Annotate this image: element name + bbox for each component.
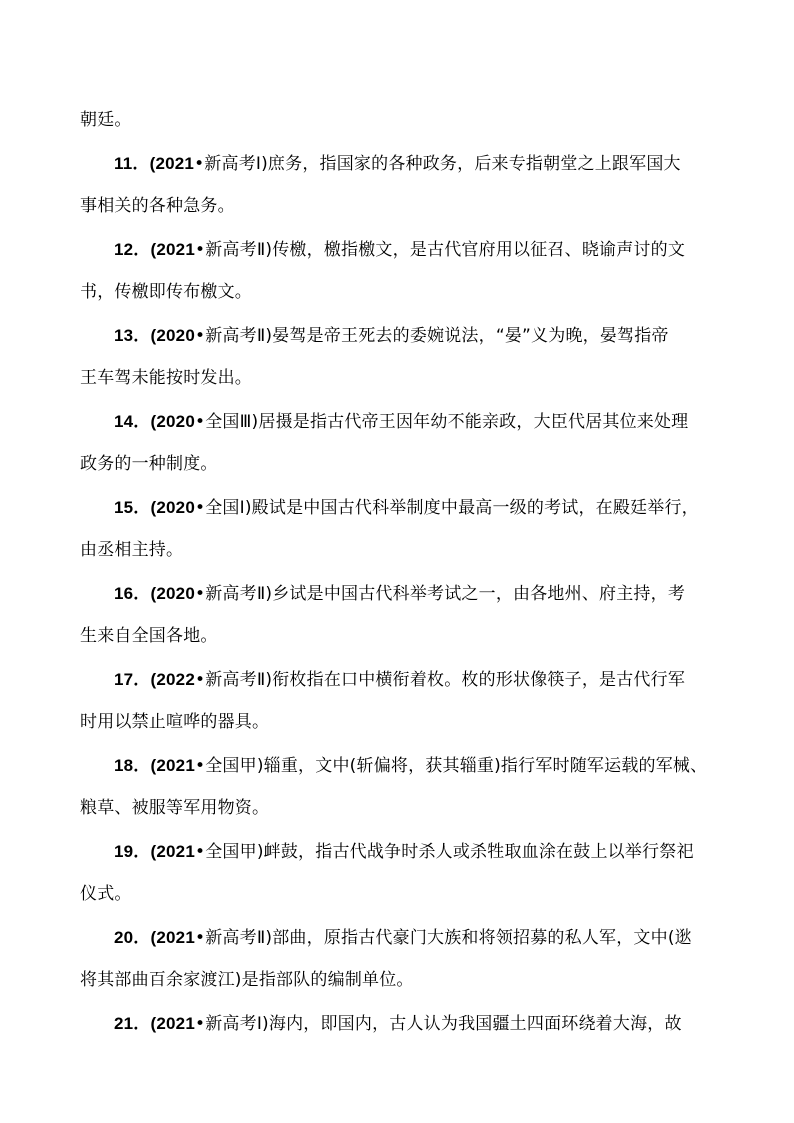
item-text: •新高考Ⅰ)海内，即国内，古人认为我国疆土四面环绕着大海，故 xyxy=(195,1014,682,1034)
item-text: •新高考Ⅱ)乡试是中国古代科举考试之一，由各地州、府主持，考 xyxy=(195,584,686,604)
item-text: •全国甲)辎重，文中(斩偏将，获其辎重)指行军时随军运载的军械、 xyxy=(195,756,708,776)
item-text: •新高考Ⅱ)部曲，原指古代豪门大族和将领招募的私人军，文中(逖 xyxy=(195,928,692,948)
item-line xyxy=(80,744,736,787)
line-text: 生来自全国各地。 xyxy=(80,626,218,646)
line-text: 朝廷。 xyxy=(80,110,132,130)
item-text: •新高考Ⅱ)晏驾是帝王死去的委婉说法，“晏”义为晚，晏驾指帝 xyxy=(195,326,669,346)
item-source-year: (2021 xyxy=(149,154,195,173)
item-line xyxy=(80,916,736,959)
item-source-year: (2020 xyxy=(150,584,195,603)
item-line xyxy=(80,830,736,873)
item-source-year: (2021 xyxy=(150,1014,195,1033)
item-number: 18． xyxy=(114,756,151,775)
item-line xyxy=(80,314,736,357)
line-text: 时用以禁止喧哗的器具。 xyxy=(80,712,270,732)
item-line xyxy=(80,1002,736,1045)
item-source-year: (2021 xyxy=(150,240,195,259)
item-number: 17． xyxy=(114,670,151,689)
line-text: 将其部曲百余家渡江)是指部队的编制单位。 xyxy=(80,970,414,990)
item-number: 14． xyxy=(114,412,151,431)
line-text: 政务的一种制度。 xyxy=(80,454,218,474)
text-line xyxy=(80,701,736,744)
line-text: 粮草、被服等军用物资。 xyxy=(80,798,270,818)
text-line xyxy=(80,99,736,142)
item-text: •新高考Ⅰ)庶务，指国家的各种政务，后来专指朝堂之上跟军国大 xyxy=(194,154,681,174)
item-number: 13． xyxy=(114,326,151,345)
item-text: •全国Ⅰ)殿试是中国古代科举制度中最高一级的考试，在殿廷举行， xyxy=(195,498,699,518)
text-line xyxy=(80,873,736,916)
item-number: 11． xyxy=(114,154,150,173)
item-line xyxy=(80,658,736,701)
item-text: •全国甲)衅鼓，指古代战争时杀人或杀牲取血涂在鼓上以举行祭祀 xyxy=(195,842,694,862)
item-text: •新高考Ⅱ)衔枚指在口中横衔着枚。枚的形状像筷子，是古代行军 xyxy=(195,670,686,690)
item-source-year: (2021 xyxy=(150,756,195,775)
item-text: •全国Ⅲ)居摄是指古代帝王因年幼不能亲政，大臣代居其位来处理 xyxy=(195,412,689,432)
line-text: 仪式。 xyxy=(80,884,132,904)
item-line xyxy=(80,142,736,185)
item-text: •新高考Ⅱ)传檄，檄指檄文，是古代官府用以征召、晓谕声讨的文 xyxy=(195,240,686,260)
item-source-year: (2021 xyxy=(150,928,195,947)
line-text: 事相关的各种急务。 xyxy=(80,196,235,216)
item-number: 21． xyxy=(114,1014,151,1033)
text-line xyxy=(80,959,736,1002)
text-body xyxy=(80,99,736,1045)
item-source-year: (2020 xyxy=(150,498,195,517)
item-number: 15． xyxy=(114,498,151,517)
text-line xyxy=(80,529,736,572)
item-line xyxy=(80,228,736,271)
item-source-year: (2020 xyxy=(150,326,195,345)
line-text: 王车驾未能按时发出。 xyxy=(80,368,252,388)
text-line xyxy=(80,357,736,400)
text-line xyxy=(80,787,736,830)
text-line xyxy=(80,271,736,314)
item-source-year: (2020 xyxy=(150,412,195,431)
item-number: 16． xyxy=(114,584,151,603)
line-text: 书，传檄即传布檄文。 xyxy=(80,282,252,302)
item-source-year: (2021 xyxy=(150,842,195,861)
item-line xyxy=(80,400,736,443)
item-line xyxy=(80,486,736,529)
item-number: 12． xyxy=(114,240,151,259)
item-number: 20． xyxy=(114,928,151,947)
item-source-year: (2022 xyxy=(150,670,195,689)
line-text: 由丞相主持。 xyxy=(80,540,184,560)
text-line xyxy=(80,615,736,658)
item-line xyxy=(80,572,736,615)
text-line xyxy=(80,443,736,486)
item-number: 19． xyxy=(114,842,151,861)
text-line xyxy=(80,185,736,228)
